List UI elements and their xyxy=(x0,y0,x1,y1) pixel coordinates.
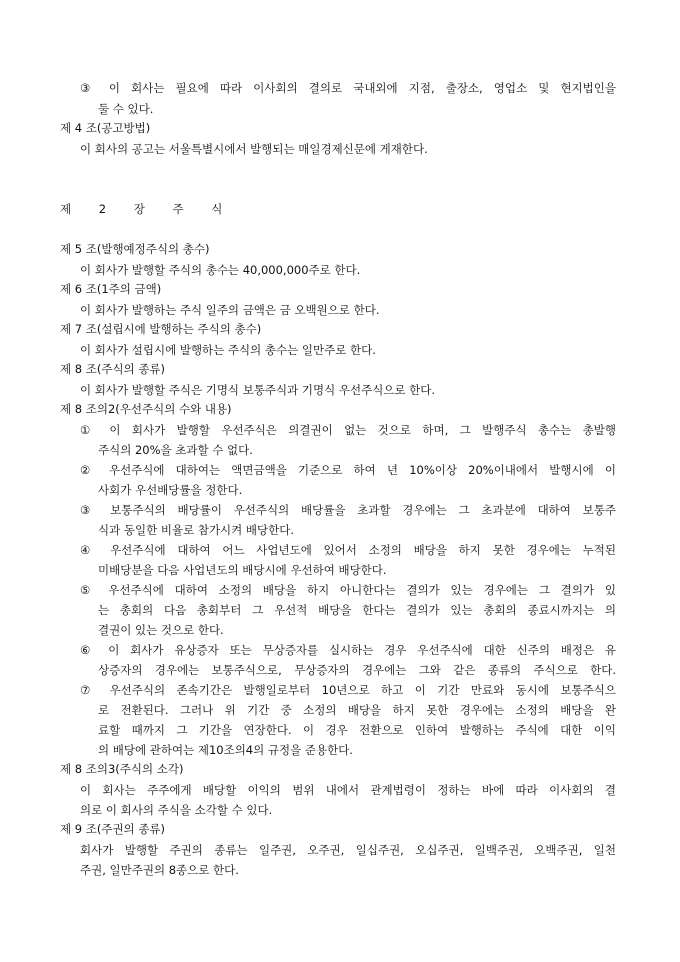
article8-2-item6-line2: 상증자의 경우에는 보통주식으로, 무상증자의 경우에는 그와 같은 종류의 주식으로 한다. xyxy=(98,663,616,677)
article8-2-item7-line4: 의 배당에 관하여는 제10조의4의 규정을 준용한다. xyxy=(98,743,353,757)
article8-2-item5-line2: 는 총회의 다음 총회부터 그 우선적 배당을 한다는 결의가 있는 총회의 종료시까지는 의 xyxy=(98,603,616,617)
article3-item3-line2: 둘 수 있다. xyxy=(98,102,154,116)
article9-title: 제 9 조(주권의 종류) xyxy=(60,822,166,836)
article8-2-item3-line1: ③ 보통주식의 배당률이 우선주식의 배당률을 초과할 경우에는 그 초과분에 대하여 보통주 xyxy=(80,503,616,517)
article3-item3-line1: ③ 이 회사는 필요에 따라 이사회의 결의로 국내외에 지점, 출장소, 영업소 및 현지법인을 xyxy=(80,81,616,95)
article7-body: 이 회사가 설립시에 발행하는 주식의 총수는 일만주로 한다. xyxy=(80,343,376,357)
article8-2-item1-line1: ① 이 회사가 발행할 우선주식은 의결권이 없는 것으로 하며, 그 발행주식 총수는 총발행 xyxy=(80,423,616,437)
article8-2-item7-line2: 로 전환된다. 그러나 위 기간 중 소정의 배당을 하지 못한 경우에는 소정의 배당을 완 xyxy=(98,703,616,717)
article8-2-item4-line1: ④ 우선주식에 대하여 어느 사업년도에 있어서 소정의 배당을 하지 못한 경우에는 누적된 xyxy=(80,543,616,557)
article8-body: 이 회사가 발행할 주식은 기명식 보통주식과 기명식 우선주식으로 한다. xyxy=(80,383,436,397)
article8-2-item6-line1: ⑥ 이 회사가 유상증자 또는 무상증자를 실시하는 경우 우선주식에 대한 신주의 배정은 유 xyxy=(80,643,616,657)
article7-title: 제 7 조(설립시에 발행하는 주식의 총수) xyxy=(60,322,262,336)
article8-title: 제 8 조(주식의 종류) xyxy=(60,362,166,376)
article8-2-item5-line3: 결권이 있는 것으로 한다. xyxy=(98,623,224,637)
article6-title: 제 6 조(1주의 금액) xyxy=(60,282,162,296)
article5-title: 제 5 조(발행예정주식의 총수) xyxy=(60,242,210,256)
article9-body-line1: 회사가 발행할 주권의 종류는 일주권, 오주권, 일십주권, 오십주권, 일백주권, 오백주권, 일천 xyxy=(80,843,616,857)
article8-2-item5-line1: ⑤ 우선주식에 대하여 소정의 배당을 하지 아니한다는 결의가 있는 경우에는 그 결의가 있 xyxy=(80,583,616,597)
article8-2-item4-line2: 미배당분을 다음 사업년도의 배당시에 우선하여 배당한다. xyxy=(98,563,387,577)
chapter2-heading xyxy=(60,201,222,217)
chapter2-title: 제 2 장 주 식 xyxy=(60,202,223,216)
article5-body: 이 회사가 발행할 주식의 총수는 40,000,000주로 한다. xyxy=(80,263,361,277)
article8-2-item1-line2: 주식의 20%을 초과할 수 없다. xyxy=(98,443,253,457)
article8-2-item7-line1: ⑦ 우선주식의 존속기간은 발행일로부터 10년으로 하고 이 기간 만료와 동시에 보통주식으 xyxy=(80,683,616,697)
article8-3-body-line2: 의로 이 회사의 주식을 소각할 수 있다. xyxy=(80,803,273,817)
article8-2-title: 제 8 조의2(우선주식의 수와 내용) xyxy=(60,402,232,416)
article8-3-title: 제 8 조의3(주식의 소각) xyxy=(60,762,184,776)
article8-2-item3-line2: 식과 동일한 비율로 참가시켜 배당한다. xyxy=(98,523,295,537)
article4-title: 제 4 조(공고방법) xyxy=(60,121,151,135)
article9-body-line2: 주권, 일만주권의 8종으로 한다. xyxy=(80,863,239,877)
article8-2-item7-line3: 료할 때까지 그 기간을 연장한다. 이 경우 전환으로 인하여 발행하는 주식에 대한 이익 xyxy=(98,723,616,737)
article4-body: 이 회사의 공고는 서울특별시에서 발행되는 매일경제신문에 게재한다. xyxy=(80,142,428,156)
article6-body: 이 회사가 발행하는 주식 일주의 금액은 금 오백원으로 한다. xyxy=(80,303,380,317)
article8-2-item2-line1: ② 우선주식에 대하여는 액면금액을 기준으로 하여 년 10%이상 20%이내에서 발행시에 이 xyxy=(80,463,616,477)
article8-3-body-line1: 이 회사는 주주에게 배당할 이익의 범위 내에서 관계법령이 정하는 바에 따라 이사회의 결 xyxy=(80,783,616,797)
article8-2-item2-line2: 사회가 우선배당률을 정한다. xyxy=(98,483,243,497)
